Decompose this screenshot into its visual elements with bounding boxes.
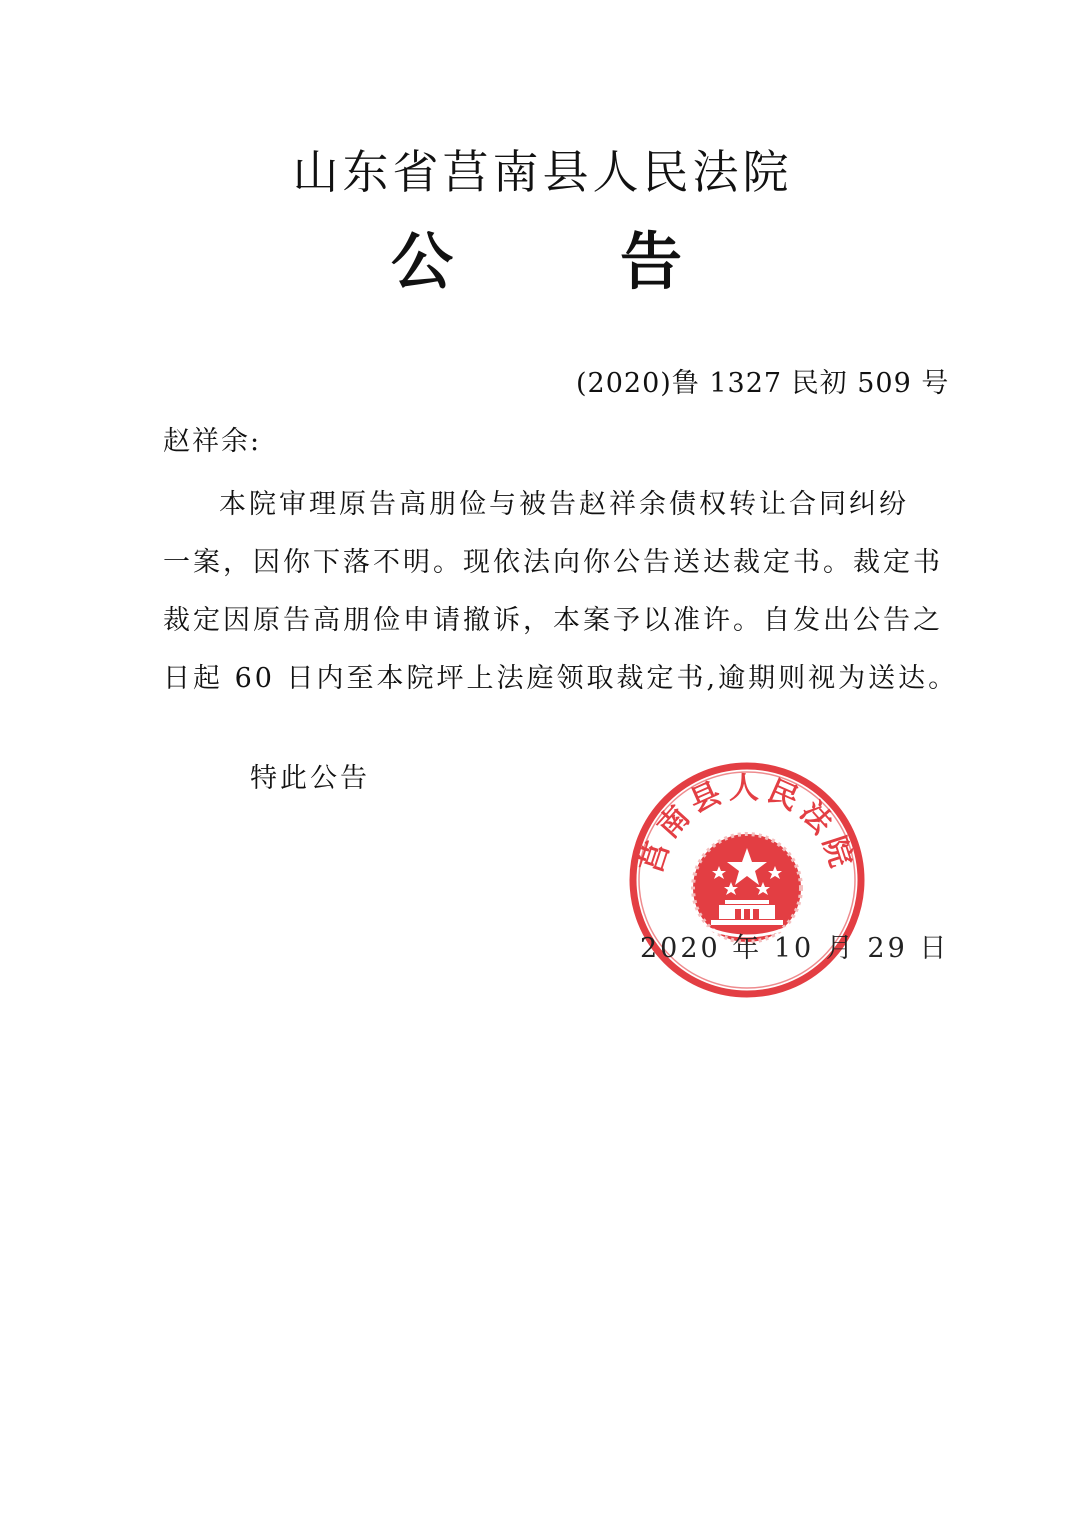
- national-emblem-icon: [693, 834, 801, 942]
- closing-phrase: 特此公告: [250, 763, 370, 794]
- body-line: 裁定因原告高朋俭申请撤诉，本案予以准许。自发出公告之: [163, 605, 943, 636]
- title-char-2: 告: [620, 225, 683, 298]
- addressee: 赵祥余:: [163, 426, 262, 457]
- issue-date: 2020 年 10 月 29 日: [640, 933, 950, 964]
- body-line: 一案，因你下落不明。现依法向你公告送达裁定书。裁定书: [163, 547, 943, 578]
- body-line: 本院审理原告高朋俭与被告赵祥余债权转让合同纠纷: [219, 489, 909, 520]
- body-line: 日起 60 日内至本院坪上法庭领取裁定书,逾期则视为送达。: [163, 663, 959, 694]
- svg-text:莒南县人民法院: 莒南县人民法院: [633, 771, 861, 878]
- court-name: 山东省莒南县人民法院: [292, 145, 793, 199]
- case-number: (2020)鲁 1327 民初 509 号: [576, 368, 950, 399]
- notice-body: [163, 476, 959, 708]
- title-char-1: 公: [391, 225, 454, 298]
- document-title: [0, 222, 1075, 302]
